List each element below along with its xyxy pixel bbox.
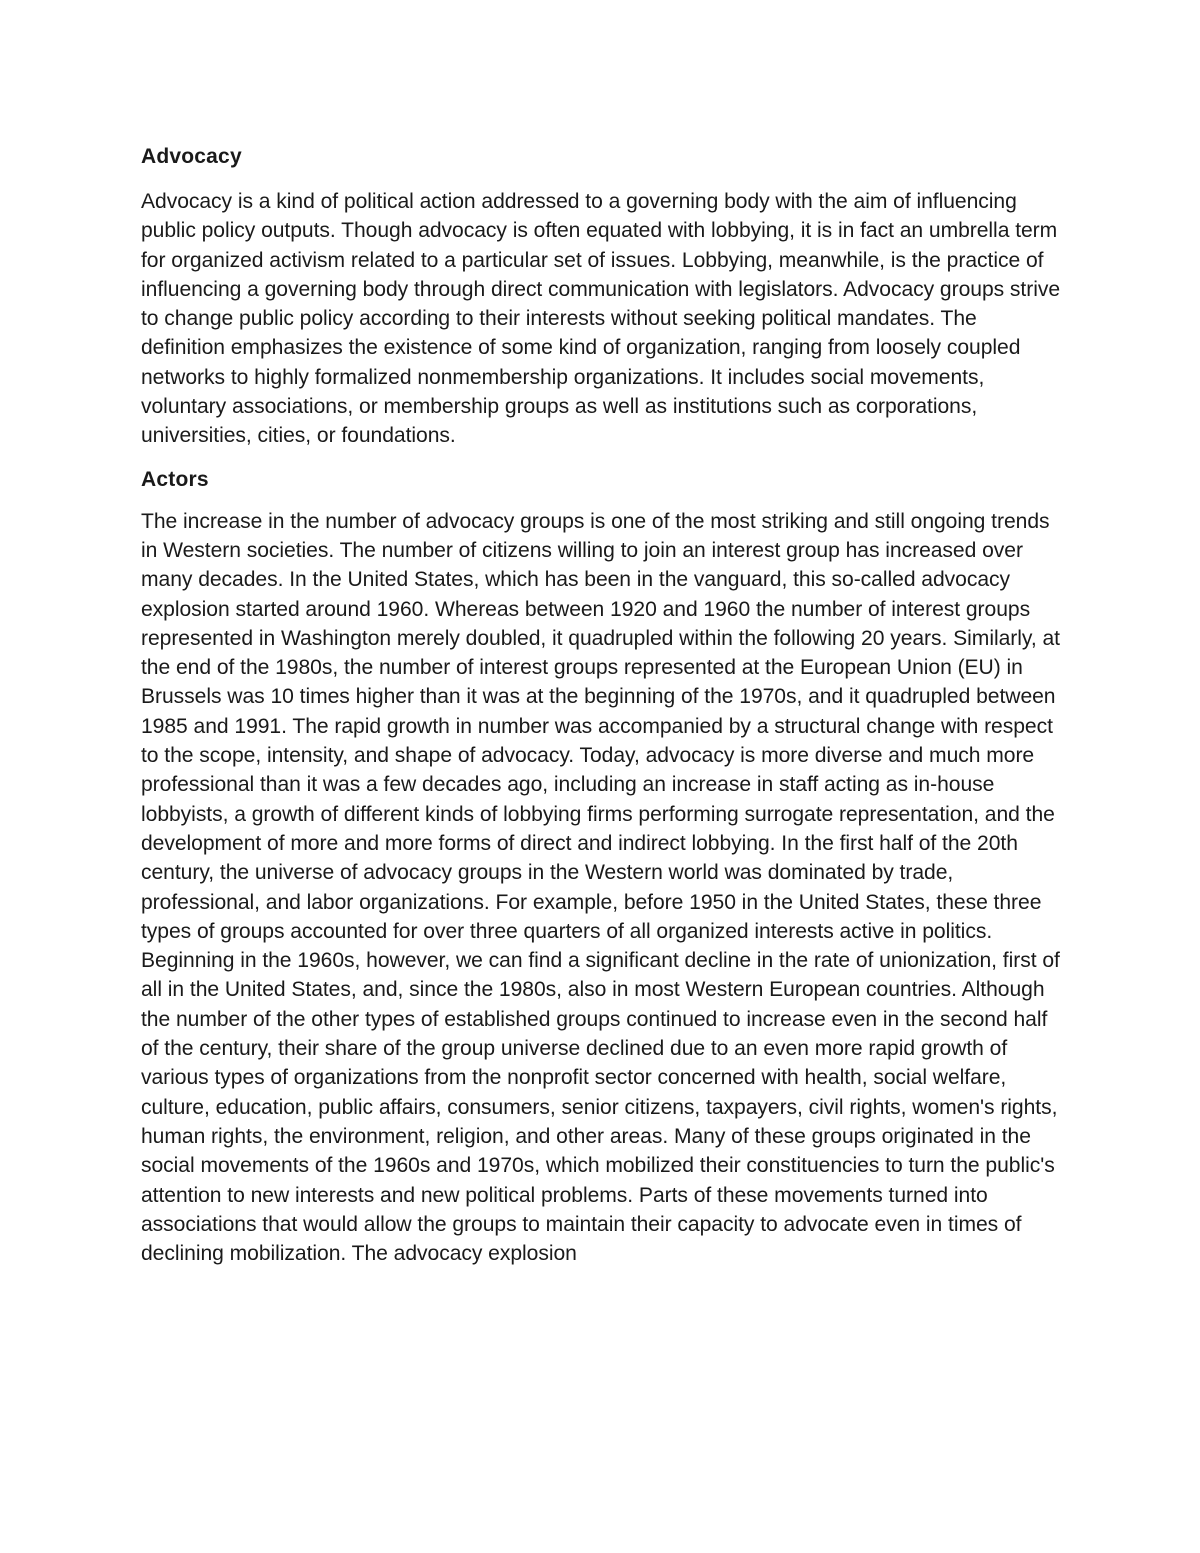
section-heading-advocacy: Advocacy — [141, 145, 242, 168]
section-paragraph-advocacy: Advocacy is a kind of political action addressed to a governing body with the aim of influencing public policy outputs. Though advocacy is often equated with lobbying, it is in fact an umbrella term for organized activism related to a particular set of issues. Lobbying, meanwhile, is the practice of influencing a governing body through direct communication with legislators. Advocacy groups strive to change public policy according to their interests without seeking political mandates. The definition emphasizes the existence of some kind of organization, ranging from loosely coupled networks to highly formalized nonmembership organizations. It includes social movements, voluntary associations, or membership groups as well as institutions such as corporations, universities, cities, or foundations. — [141, 190, 1061, 448]
document-body — [141, 140, 1061, 1268]
section-heading-actors: Actors — [141, 467, 209, 491]
section-paragraph-actors: The increase in the number of advocacy groups is one of the most striking and still ongoing trends in Western societies. The number of citizens willing to join an interest group has increased over many decades. In the United States, which has been in the vanguard, this so-called advocacy explosion started around 1960. Whereas between 1920 and 1960 the number of interest groups represented in Washington merely doubled, it quadrupled within the following 20 years. Similarly, at the end of the 1980s, the number of interest groups represented at the European Union (EU) in Brussels was 10 times higher than it was at the beginning of the 1970s, and it quadrupled between 1985 and 1991. The rapid growth in number was accompanied by a structural change with respect to the scope, intensity, and shape of advocacy. Today, advocacy is more diverse and much more professional than it was a few decades ago, including an increase in staff acting as in-house lobbyists, a growth of different kinds of lobbying firms performing surrogate representation, and the development of more and more forms of direct and indirect lobbying. In the first half of the 20th century, the universe of advocacy groups in the Western world was dominated by trade, professional, and labor organizations. For example, before 1950 in the United States, these three types of groups accounted for over three quarters of all organized interests active in politics. Beginning in the 1960s, however, we can find a significant decline in the rate of unionization, first of all in the United States, and, since the 1980s, also in most Western European countries. Although the number of the other types of established groups continued to increase even in the second half of the century, their share of the group universe declined due to an even more rapid growth of various types of organizations from the nonprofit sector concerned with health, social welfare, culture, education, public affairs, consumers, senior citizens, taxpayers, civil rights, women's rights, human rights, the environment, religion, and other areas. Many of these groups originated in the social movements of the 1960s and 1970s, which mobilized their constituencies to turn the public's attention to new interests and new political problems. Parts of these movements turned into associations that would allow the groups to maintain their capacity to advocate even in times of declining mobilization. The advocacy explosion — [141, 509, 1060, 1266]
